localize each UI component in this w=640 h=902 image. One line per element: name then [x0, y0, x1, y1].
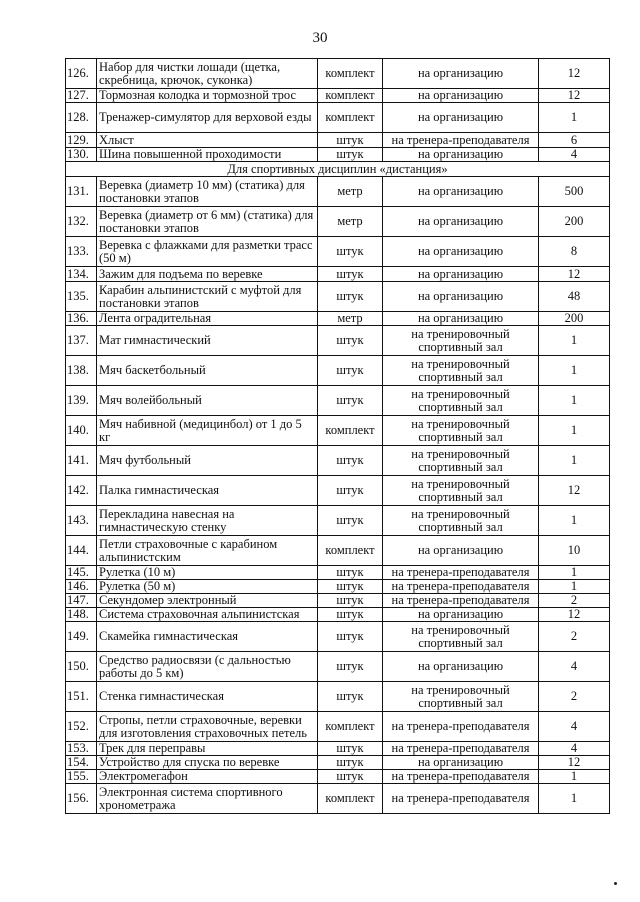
unit-cell: штук	[318, 742, 383, 756]
unit-cell: штук	[318, 446, 383, 476]
item-name-cell: Карабин альпинистский с муфтой для постановки этапов	[97, 282, 318, 312]
table-row	[66, 103, 610, 133]
scope-cell: на организацию	[383, 282, 539, 312]
quantity-cell: 4	[539, 148, 610, 162]
quantity-cell: 2	[539, 682, 610, 712]
unit-cell: штук	[318, 566, 383, 580]
item-name-cell: Палка гимнастическая	[97, 476, 318, 506]
quantity-cell: 1	[539, 326, 610, 356]
table-row	[66, 446, 610, 476]
unit-cell: штук	[318, 148, 383, 162]
unit-cell: метр	[318, 177, 383, 207]
quantity-cell: 1	[539, 506, 610, 536]
scope-cell: на организацию	[383, 148, 539, 162]
item-name-cell: Мат гимнастический	[97, 326, 318, 356]
table-row	[66, 356, 610, 386]
quantity-cell: 1	[539, 580, 610, 594]
scope-cell: на организацию	[383, 652, 539, 682]
table-row	[66, 742, 610, 756]
row-number-cell: 135.	[66, 282, 97, 312]
scope-cell: на тренировочный спортивный зал	[383, 476, 539, 506]
row-number-cell: 138.	[66, 356, 97, 386]
quantity-cell: 1	[539, 356, 610, 386]
quantity-cell: 2	[539, 622, 610, 652]
unit-cell: комплект	[318, 416, 383, 446]
row-number-cell: 152.	[66, 712, 97, 742]
item-name-cell: Хлыст	[97, 133, 318, 148]
quantity-cell: 200	[539, 312, 610, 326]
item-name-cell: Трек для переправы	[97, 742, 318, 756]
quantity-cell: 48	[539, 282, 610, 312]
quantity-cell: 1	[539, 103, 610, 133]
quantity-cell: 12	[539, 476, 610, 506]
unit-cell: комплект	[318, 784, 383, 814]
table-row	[66, 566, 610, 580]
row-number-cell: 136.	[66, 312, 97, 326]
table-row	[66, 712, 610, 742]
row-number-cell: 153.	[66, 742, 97, 756]
item-name-cell: Рулетка (50 м)	[97, 580, 318, 594]
table-row	[66, 177, 610, 207]
item-name-cell: Перекладина навесная на гимнастическую стенку	[97, 506, 318, 536]
row-number-cell: 154.	[66, 756, 97, 770]
item-name-cell: Мяч баскетбольный	[97, 356, 318, 386]
table-row	[66, 756, 610, 770]
row-number-cell: 133.	[66, 237, 97, 267]
unit-cell: комплект	[318, 89, 383, 103]
scope-cell: на организацию	[383, 89, 539, 103]
item-name-cell: Мяч набивной (медицинбол) от 1 до 5 кг	[97, 416, 318, 446]
table-row	[66, 237, 610, 267]
row-number-cell: 128.	[66, 103, 97, 133]
table-row	[66, 506, 610, 536]
quantity-cell: 6	[539, 133, 610, 148]
page-number: 30	[312, 30, 328, 46]
row-number-cell: 129.	[66, 133, 97, 148]
equipment-table	[65, 58, 610, 814]
unit-cell: штук	[318, 356, 383, 386]
table-row	[66, 267, 610, 282]
item-name-cell: Мяч волейбольный	[97, 386, 318, 416]
item-name-cell: Секундомер электронный	[97, 594, 318, 608]
scope-cell: на тренера-преподавателя	[383, 580, 539, 594]
item-name-cell: Веревка (диаметр от 6 мм) (статика) для постановки этапов	[97, 207, 318, 237]
scope-cell: на тренировочный спортивный зал	[383, 356, 539, 386]
table-row	[66, 282, 610, 312]
row-number-cell: 130.	[66, 148, 97, 162]
scope-cell: на организацию	[383, 608, 539, 622]
row-number-cell: 151.	[66, 682, 97, 712]
item-name-cell: Шина повышенной проходимости	[97, 148, 318, 162]
quantity-cell: 500	[539, 177, 610, 207]
row-number-cell: 141.	[66, 446, 97, 476]
quantity-cell: 12	[539, 89, 610, 103]
row-number-cell: 143.	[66, 506, 97, 536]
item-name-cell: Скамейка гимнастическая	[97, 622, 318, 652]
section-row	[66, 162, 610, 177]
item-name-cell: Веревка с флажками для разметки трасс (50 м)	[97, 237, 318, 267]
scope-cell: на тренировочный спортивный зал	[383, 446, 539, 476]
scope-cell: на тренировочный спортивный зал	[383, 682, 539, 712]
item-name-cell: Устройство для спуска по веревке	[97, 756, 318, 770]
row-number-cell: 149.	[66, 622, 97, 652]
unit-cell: штук	[318, 476, 383, 506]
unit-cell: штук	[318, 608, 383, 622]
row-number-cell: 148.	[66, 608, 97, 622]
quantity-cell: 1	[539, 784, 610, 814]
item-name-cell: Стропы, петли страховочные, веревки для изготовления страховочных петель	[97, 712, 318, 742]
unit-cell: комплект	[318, 712, 383, 742]
unit-cell: штук	[318, 682, 383, 712]
scope-cell: на тренировочный спортивный зал	[383, 622, 539, 652]
scope-cell: на организацию	[383, 103, 539, 133]
item-name-cell: Стенка гимнастическая	[97, 682, 318, 712]
unit-cell: штук	[318, 756, 383, 770]
quantity-cell: 1	[539, 386, 610, 416]
section-header-cell: Для спортивных дисциплин «дистанция»	[66, 162, 610, 177]
item-name-cell: Набор для чистки лошади (щетка, скребница, крючок, суконка)	[97, 59, 318, 89]
row-number-cell: 146.	[66, 580, 97, 594]
scope-cell: на организацию	[383, 536, 539, 566]
unit-cell: штук	[318, 386, 383, 416]
unit-cell: комплект	[318, 59, 383, 89]
scope-cell: на организацию	[383, 267, 539, 282]
row-number-cell: 140.	[66, 416, 97, 446]
row-number-cell: 145.	[66, 566, 97, 580]
table-row	[66, 326, 610, 356]
quantity-cell: 4	[539, 742, 610, 756]
quantity-cell: 2	[539, 594, 610, 608]
unit-cell: штук	[318, 282, 383, 312]
scope-cell: на тренировочный спортивный зал	[383, 386, 539, 416]
table-row	[66, 536, 610, 566]
table-row	[66, 652, 610, 682]
quantity-cell: 12	[539, 756, 610, 770]
item-name-cell: Система страховочная альпинистская	[97, 608, 318, 622]
table-row	[66, 784, 610, 814]
item-name-cell: Веревка (диаметр 10 мм) (статика) для постановки этапов	[97, 177, 318, 207]
unit-cell: метр	[318, 312, 383, 326]
table-row	[66, 476, 610, 506]
row-number-cell: 137.	[66, 326, 97, 356]
row-number-cell: 132.	[66, 207, 97, 237]
row-number-cell: 147.	[66, 594, 97, 608]
unit-cell: метр	[318, 207, 383, 237]
unit-cell: штук	[318, 267, 383, 282]
scope-cell: на организацию	[383, 177, 539, 207]
unit-cell: штук	[318, 506, 383, 536]
row-number-cell: 142.	[66, 476, 97, 506]
unit-cell: штук	[318, 133, 383, 148]
quantity-cell: 12	[539, 59, 610, 89]
quantity-cell: 12	[539, 608, 610, 622]
scope-cell: на тренировочный спортивный зал	[383, 326, 539, 356]
row-number-cell: 134.	[66, 267, 97, 282]
unit-cell: штук	[318, 652, 383, 682]
table-row	[66, 608, 610, 622]
table-row	[66, 133, 610, 148]
quantity-cell: 1	[539, 416, 610, 446]
scope-cell: на тренера-преподавателя	[383, 784, 539, 814]
table-row	[66, 594, 610, 608]
item-name-cell: Петли страховочные с карабином альпинистским	[97, 536, 318, 566]
scope-cell: на организацию	[383, 207, 539, 237]
table-row	[66, 207, 610, 237]
equipment-table-body	[66, 59, 610, 814]
item-name-cell: Тормозная колодка и тормозной трос	[97, 89, 318, 103]
table-row	[66, 148, 610, 162]
table-row	[66, 770, 610, 784]
table-row	[66, 682, 610, 712]
row-number-cell: 131.	[66, 177, 97, 207]
item-name-cell: Электромегафон	[97, 770, 318, 784]
quantity-cell: 1	[539, 770, 610, 784]
unit-cell: комплект	[318, 103, 383, 133]
item-name-cell: Лента оградительная	[97, 312, 318, 326]
unit-cell: штук	[318, 580, 383, 594]
unit-cell: комплект	[318, 536, 383, 566]
row-number-cell: 144.	[66, 536, 97, 566]
quantity-cell: 200	[539, 207, 610, 237]
row-number-cell: 126.	[66, 59, 97, 89]
scope-cell: на тренера-преподавателя	[383, 770, 539, 784]
quantity-cell: 1	[539, 566, 610, 580]
scope-cell: на тренера-преподавателя	[383, 566, 539, 580]
table-row	[66, 312, 610, 326]
row-number-cell: 150.	[66, 652, 97, 682]
quantity-cell: 10	[539, 536, 610, 566]
scan-speck	[614, 882, 617, 885]
scope-cell: на тренера-преподавателя	[383, 133, 539, 148]
scope-cell: на тренировочный спортивный зал	[383, 506, 539, 536]
item-name-cell: Рулетка (10 м)	[97, 566, 318, 580]
table-row	[66, 59, 610, 89]
row-number-cell: 139.	[66, 386, 97, 416]
table-row	[66, 89, 610, 103]
scope-cell: на тренера-преподавателя	[383, 742, 539, 756]
scope-cell: на организацию	[383, 237, 539, 267]
scope-cell: на тренера-преподавателя	[383, 594, 539, 608]
quantity-cell: 4	[539, 652, 610, 682]
item-name-cell: Электронная система спортивного хронометража	[97, 784, 318, 814]
item-name-cell: Тренажер-симулятор для верховой езды	[97, 103, 318, 133]
unit-cell: штук	[318, 622, 383, 652]
item-name-cell: Зажим для подъема по веревке	[97, 267, 318, 282]
quantity-cell: 12	[539, 267, 610, 282]
row-number-cell: 127.	[66, 89, 97, 103]
table-row	[66, 622, 610, 652]
scope-cell: на организацию	[383, 59, 539, 89]
item-name-cell: Мяч футбольный	[97, 446, 318, 476]
row-number-cell: 155.	[66, 770, 97, 784]
table-row	[66, 386, 610, 416]
quantity-cell: 4	[539, 712, 610, 742]
item-name-cell: Средство радиосвязи (с дальностью работы до 5 км)	[97, 652, 318, 682]
unit-cell: штук	[318, 770, 383, 784]
unit-cell: штук	[318, 326, 383, 356]
quantity-cell: 1	[539, 446, 610, 476]
scope-cell: на тренера-преподавателя	[383, 712, 539, 742]
row-number-cell: 156.	[66, 784, 97, 814]
scope-cell: на организацию	[383, 756, 539, 770]
unit-cell: штук	[318, 594, 383, 608]
table-row	[66, 416, 610, 446]
scope-cell: на тренировочный спортивный зал	[383, 416, 539, 446]
unit-cell: штук	[318, 237, 383, 267]
table-row	[66, 580, 610, 594]
quantity-cell: 8	[539, 237, 610, 267]
scope-cell: на организацию	[383, 312, 539, 326]
